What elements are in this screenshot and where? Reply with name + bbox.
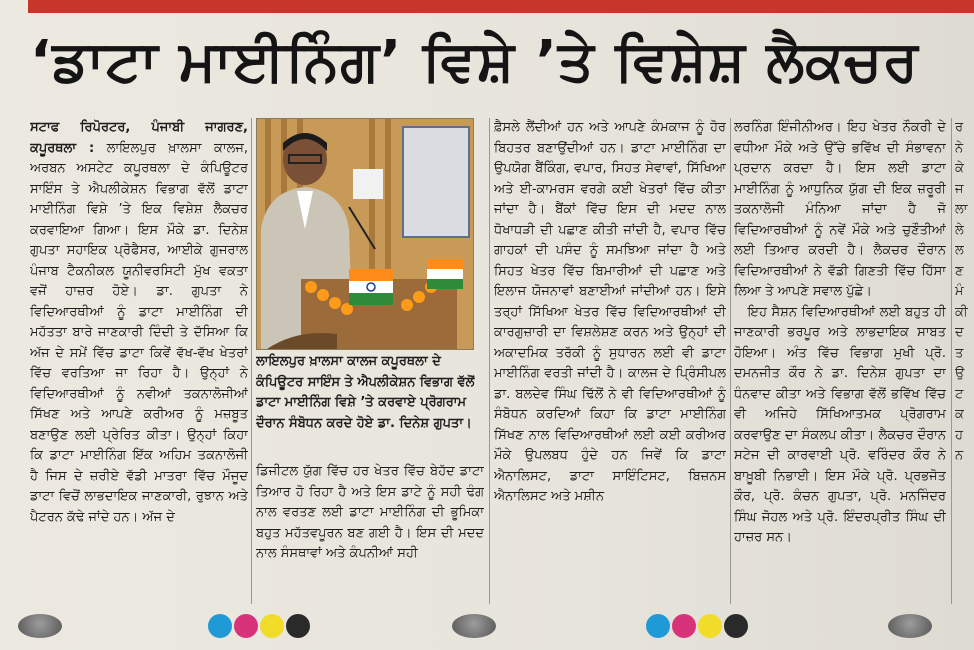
- column-1-text: ਲਾਇਲਪੁਰ ਖ਼ਾਲਸਾ ਕਾਲਜ, ਅਰਬਨ ਅਸਟੇਟ ਕਪੂਰਥਲਾ ਦੇ ਕੰਪਿਊਟਰ ਸਾਇੰਸ ਤੇ ਐਪਲੀਕੇਸ਼ਨ ਵਿਭਾਗ ਵੱਲੋਂ ਡਾਟਾ ਮਾਈਨਿੰਗ ਵਿਸ਼ੇ ’ਤੇ ਇਕ ਵਿਸ਼ੇਸ਼ ਲੈਕਚਰ ਕਰਵਾਇਆ ਗਿਆ। ਇਸ ਮੌਕੇ ਡਾ. ਦਿਨੇਸ਼ ਗੁਪਤਾ ਸਹਾਇਕ ਪ੍ਰੋਫੈਸਰ, ਆਈਕੇ ਗੁਜਰਾਲ ਪੰਜਾਬ ਟੈਕਨੀਕਲ ਯੂਨੀਵਰਸਿਟੀ ਮੁੱਖ ਵਕਤਾ ਵਜੋਂ ਹਾਜ਼ਰ ਹੋਏ। ਡਾ. ਗੁਪਤਾ ਨੇ ਵਿਦਿਆਰਥੀਆਂ ਨੂੰ ਡਾਟਾ ਮਾਈਨਿੰਗ ਦੀ ਮਹੱਤਤਾ ਬਾਰੇ ਜਾਣਕਾਰੀ ਦਿੰਦੀ ਤੇ ਦੱਸਿਆ ਕਿ ਅੱਜ ਦੇ ਸਮੇਂ ਵਿੱਚ ਡਾਟਾ ਕਿਵੇਂ ਵੱਖ-ਵੱਖ ਖੇਤਰਾਂ ਵਿੱਚ ਵਰਤਿਆ ਜਾ ਰਿਹਾ ਹੈ। ਉਨ੍ਹਾਂ ਨੇ ਵਿਦਿਆਰਥੀਆਂ ਨੂੰ ਨਵੀਆਂ ਤਕਨਾਲੋਜੀਆਂ ਸਿੱਖਣ ਅਤੇ ਆਪਣੇ ਕਰੀਅਰ ਨੂੰ ਮਜ਼ਬੂਤ ਬਣਾਉਣ ਲਈ ਪ੍ਰੇਰਿਤ ਕੀਤਾ। ਉਨ੍ਹਾਂ ਕਿਹਾ ਕਿ ਡਾਟਾ ਮਾਈਨਿੰਗ ਇੱਕ ਅਹਿਮ ਤਕਨਾਲੋਜੀ ਹੈ ਜਿਸ ਦੇ ਜ਼ਰੀਏ ਵੱਡੀ ਮਾਤਰਾ ਵਿੱਚ ਮੌਜੂਦ ਡਾਟਾ ਵਿਚੋਂ ਲਾਭਦਾਇਕ ਜਾਣਕਾਰੀ, ਰੁਝਾਨ ਅਤੇ ਪੈਟਰਨ ਕੱਢੇ ਜਾਂਦੇ ਹਨ। ਅੱਜ ਦੇ: [30, 140, 248, 525]
- article-column-3: ਫ਼ੈਸਲੇ ਲੈਂਦੀਆਂ ਹਨ ਅਤੇ ਆਪਣੇ ਕੰਮਕਾਜ ਨੂੰ ਹੋਰ ਬਿਹਤਰ ਬਣਾਉਂਦੀਆਂ ਹਨ। ਡਾਟਾ ਮਾਈਨਿੰਗ ਦਾ ਉਪਯੋਗ ਬੈਂਕਿੰਗ, ਵਪਾਰ, ਸਿਹਤ ਸੇਵਾਵਾਂ, ਸਿੱਖਿਆ ਅਤੇ ਈ-ਕਾਮਰਸ ਵਰਗੇ ਕਈ ਖੇਤਰਾਂ ਵਿੱਚ ਕੀਤਾ ਜਾਂਦਾ ਹੈ। ਬੈਂਕਾਂ ਵਿੱਚ ਇਸ ਦੀ ਮਦਦ ਨਾਲ ਧੋਖਾਧੜੀ ਦੀ ਪਛਾਣ ਕੀਤੀ ਜਾਂਦੀ ਹੈ, ਵਪਾਰ ਵਿੱਚ ਗਾਹਕਾਂ ਦੀ ਪਸੰਦ ਨੂੰ ਸਮਝਿਆ ਜਾਂਦਾ ਹੈ ਅਤੇ ਸਿਹਤ ਖੇਤਰ ਵਿੱਚ ਬਿਮਾਰੀਆਂ ਦੀ ਪਛਾਣ ਅਤੇ ਇਲਾਜ ਯੋਜਨਾਵਾਂ ਬਣਾਈਆਂ ਜਾਂਦੀਆਂ ਹਨ। ਇਸੇ ਤਰ੍ਹਾਂ ਸਿੱਖਿਆ ਖੇਤਰ ਵਿੱਚ ਵਿਦਿਆਰਥੀਆਂ ਦੀ ਕਾਰਗੁਜ਼ਾਰੀ ਦਾ ਵਿਸ਼ਲੇਸ਼ਣ ਕਰਨ ਅਤੇ ਉਨ੍ਹਾਂ ਦੀ ਅਕਾਦਮਿਕ ਤਰੱਕੀ ਨੂੰ ਸੁਧਾਰਨ ਲਈ ਵੀ ਡਾਟਾ ਮਾਈਨਿੰਗ ਵਰਤੀ ਜਾਂਦੀ ਹੈ। ਕਾਲਜ ਦੇ ਪ੍ਰਿੰਸੀਪਲ ਡਾ. ਬਲਦੇਵ ਸਿੰਘ ਢਿੱਲੋਂ ਨੇ ਵੀ ਵਿਦਿਆਰਥੀਆਂ ਨੂੰ ਸੰਬੋਧਨ ਕਰਦਿਆਂ ਕਿਹਾ ਕਿ ਡਾਟਾ ਮਾਈਨਿੰਗ ਸਿੱਖਣ ਨਾਲ ਵਿਦਿਆਰਥੀਆਂ ਲਈ ਕਈ ਕਰੀਅਰ ਮੌਕੇ ਉਪਲਬਧ ਹੁੰਦੇ ਹਨ ਜਿਵੇਂ ਕਿ ਡਾਟਾ ਐਨਾਲਿਸਟ, ਡਾਟਾ ਸਾਇੰਟਿਸਟ, ਬਿਜ਼ਨਸ ਐਨਾਲਿਸਟ ਅਤੇ ਮਸ਼ੀਨ: [494, 120, 726, 504]
- article-column-4: [734, 118, 946, 604]
- magenta-registration-dot: [672, 614, 696, 638]
- headline: ‘ਡਾਟਾ ਮਾਈਨਿੰਗ’ ਵਿਸ਼ੇ ’ਤੇ ਵਿਸ਼ੇਸ਼ ਲੈਕਚਰ: [30, 29, 919, 94]
- column-divider: [251, 118, 252, 604]
- adjacent-article-edge: ਰ ਨੇ ਕੇ ਜ ਲਾ ਲੇ ਲ ਣ ਮੰ ਕੀ ਦ ਤ ਉ ਟ ਕ ਹ ਨ: [955, 120, 968, 463]
- column-4-paragraph-2: ਇਹ ਸੈਸ਼ਨ ਵਿਦਿਆਰਥੀਆਂ ਲਈ ਬਹੁਤ ਹੀ ਜਾਣਕਾਰੀ ਭਰਪੂਰ ਅਤੇ ਲਾਭਦਾਇਕ ਸਾਬਤ ਹੋਇਆ। ਅੰਤ ਵਿੱਚ ਵਿਭਾਗ ਮੁਖੀ ਪ੍ਰੋ. ਦਮਨਜੀਤ ਕੌਰ ਨੇ ਡਾ. ਦਿਨੇਸ਼ ਗੁਪਤਾ ਦਾ ਧੰਨਵਾਦ ਕੀਤਾ ਅਤੇ ਵਿਭਾਗ ਵੱਲੋਂ ਭਵਿੱਖ ਵਿੱਚ ਵੀ ਅਜਿਹੇ ਸਿੱਖਿਆਤਮਕ ਪ੍ਰੋਗਰਾਮ ਕਰਵਾਉਣ ਦਾ ਸੰਕਲਪ ਕੀਤਾ। ਲੈਕਚਰ ਦੌਰਾਨ ਸਟੇਜ ਦੀ ਕਾਰਵਾਈ ਪ੍ਰੋ. ਵਰਿੰਦਰ ਕੌਰ ਨੇ ਬਾਖ਼ੂਬੀ ਨਿਭਾਈ। ਇਸ ਮੌਕੇ ਪ੍ਰੋ. ਪ੍ਰਭਜੋਤ ਕੌਰ, ਪ੍ਰੋ. ਕੰਚਨ ਗੁਪਤਾ, ਪ੍ਰੋ. ਮਨਜਿੰਦਰ ਸਿੰਘ ਜੋਹਲ ਅਤੇ ਪ੍ਰੋ. ਇੰਦਰਪ੍ਰੀਤ ਸਿੰਘ ਦੀ ਹਾਜ਼ਰ ਸਨ।: [734, 304, 946, 545]
- column-4-text: ਲਰਨਿੰਗ ਇੰਜੀਨੀਅਰ। ਇਹ ਖੇਤਰ ਨੌਕਰੀ ਦੇ ਵਧੀਆ ਮੌਕੇ ਅਤੇ ਉੱਚੇ ਭਵਿੱਖ ਦੀ ਸੰਭਾਵਨਾ ਪ੍ਰਦਾਨ ਕਰਦਾ ਹੈ। ਇਸ ਲਈ ਡਾਟਾ ਮਾਈਨਿੰਗ ਨੂੰ ਆਧੁਨਿਕ ਯੁੱਗ ਦੀ ਇਕ ਜ਼ਰੂਰੀ ਤਕਨਾਲੋਜੀ ਮੰਨਿਆ ਜਾਂਦਾ ਹੈ ਜੋ ਵਿਦਿਆਰਥੀਆਂ ਨੂੰ ਨਵੇਂ ਮੌਕੇ ਅਤੇ ਚੁਣੌਤੀਆਂ ਲਈ ਤਿਆਰ ਕਰਦੀ ਹੈ। ਲੈਕਚਰ ਦੌਰਾਨ ਵਿਦਿਆਰਥੀਆਂ ਨੇ ਵੱਡੀ ਗਿਣਤੀ ਵਿੱਚ ਹਿੱਸਾ ਲਿਆ ਤੇ ਆਪਣੇ ਸਵਾਲ ਪੁੱਛੇ।: [734, 120, 946, 299]
- column-divider: [489, 118, 490, 604]
- yellow-registration-dot: [698, 614, 722, 638]
- speaker-photo: [256, 118, 474, 350]
- photo-caption: ਲਾਇਲਪੁਰ ਖ਼ਾਲਸਾ ਕਾਲਜ ਕਪੂਰਥਲਾ ਦੇ ਕੰਪਿਊਟਰ ਸਾਇੰਸ ਤੇ ਐਪਲੀਕੇਸ਼ਨ ਵਿਭਾਗ ਵੱਲੋਂ ਡਾਟਾ ਮਾਈਨਿੰਗ ਵਿਸ਼ੇ ’ਤੇ ਕਰਵਾਏ ਪ੍ਰੋਗਰਾਮ ਦੌਰਾਨ ਸੰਬੋਧਨ ਕਰਦੇ ਹੋਏ ਡਾ. ਦਿਨੇਸ਼ ਗੁਪਤਾ।: [256, 354, 475, 431]
- top-red-rule: [28, 0, 974, 13]
- cyan-registration-dot: [646, 614, 670, 638]
- column-divider: [951, 118, 952, 604]
- article-column-2: ਡਿਜੀਟਲ ਯੁੱਗ ਵਿੱਚ ਹਰ ਖੇਤਰ ਵਿੱਚ ਬੇਹੱਦ ਡਾਟਾ ਤਿਆਰ ਹੋ ਰਿਹਾ ਹੈ ਅਤੇ ਇਸ ਡਾਟੇ ਨੂੰ ਸਹੀ ਢੰਗ ਨਾਲ ਵਰਤਣ ਲਈ ਡਾਟਾ ਮਾਈਨਿੰਗ ਦੀ ਭੂਮਿਕਾ ਬਹੁਤ ਮਹੱਤਵਪੂਰਨ ਬਣ ਗਈ ਹੈ। ਇਸ ਦੀ ਮਦਦ ਨਾਲ ਸੰਸਥਾਵਾਂ ਅਤੇ ਕੰਪਨੀਆਂ ਸਹੀ: [256, 464, 484, 561]
- column-divider: [730, 118, 731, 604]
- byline: ਸਟਾਫ ਰਿਪੋਰਟਰ, ਪੰਜਾਬੀ ਜਾਗਰਣ, ਕਪੂਰਥਲਾ :: [30, 120, 248, 156]
- registration-mark: [888, 614, 932, 638]
- registration-mark: [452, 614, 496, 638]
- black-registration-dot: [724, 614, 748, 638]
- article-column-1: [30, 118, 248, 604]
- cyan-registration-dot: [208, 614, 232, 638]
- speaker-photo-image: [257, 119, 473, 349]
- registration-mark: [18, 614, 62, 638]
- magenta-registration-dot: [234, 614, 258, 638]
- black-registration-dot: [286, 614, 310, 638]
- yellow-registration-dot: [260, 614, 284, 638]
